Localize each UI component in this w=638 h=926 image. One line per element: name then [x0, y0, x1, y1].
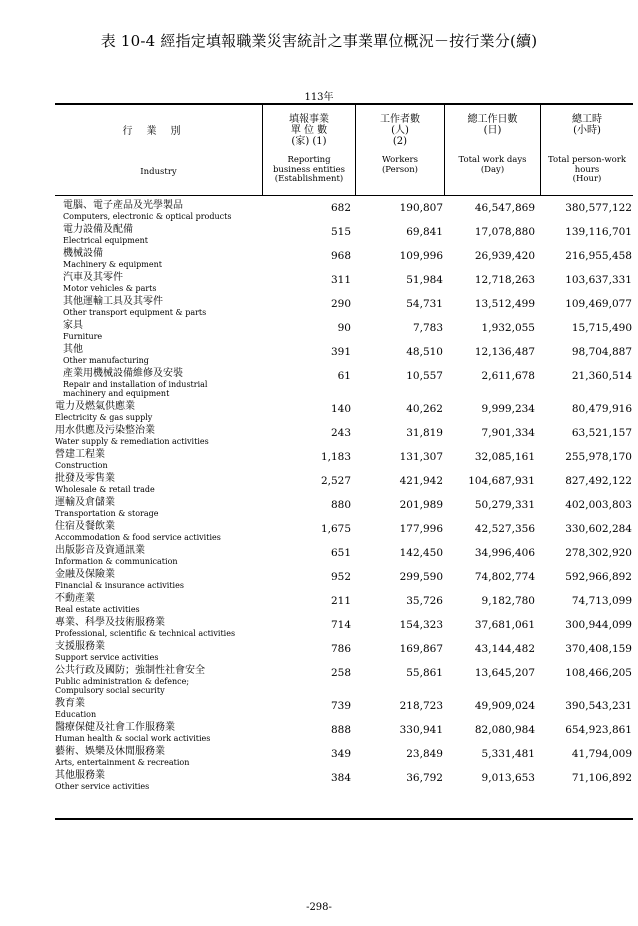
- industry-name-en: Public administration & defence;: [55, 677, 190, 686]
- industry-name-zh: 專業、科學及技術服務業: [55, 617, 165, 628]
- header-c2-en1: Workers: [382, 155, 418, 165]
- workers-cell: 177,996: [399, 523, 443, 535]
- header-c3-zh2: (日): [483, 125, 502, 136]
- establishments-cell: 952: [330, 571, 351, 583]
- workers-cell: 55,861: [406, 667, 443, 679]
- work-hours-cell: 216,955,458: [565, 250, 632, 262]
- header-c1-zh3: (家) (1): [291, 136, 327, 147]
- industry-name-zh: 家具: [63, 320, 83, 331]
- table-row: [55, 722, 633, 746]
- industry-name-en: Real estate activities: [55, 605, 140, 614]
- work-days-cell: 42,527,356: [474, 523, 535, 535]
- header-industry-en: Industry: [140, 167, 177, 177]
- establishments-cell: 786: [330, 643, 351, 655]
- work-days-cell: 13,512,499: [474, 298, 535, 310]
- workers-cell: 131,307: [399, 451, 443, 463]
- row-label: [55, 401, 280, 422]
- establishments-cell: 2,527: [320, 475, 351, 487]
- row-label: [55, 665, 280, 695]
- work-days-cell: 43,144,482: [474, 643, 535, 655]
- table-row: [55, 272, 633, 296]
- workers-cell: 190,807: [399, 202, 443, 214]
- establishments-cell: 290: [330, 298, 351, 310]
- workers-cell: 40,262: [406, 403, 443, 415]
- work-days-cell: 1,932,055: [481, 322, 535, 334]
- workers-cell: 31,819: [406, 427, 443, 439]
- industry-name-en: Arts, entertainment & recreation: [55, 758, 190, 767]
- industry-name-zh: 機械設備: [63, 248, 103, 259]
- table-row: [55, 521, 633, 545]
- table-row: [55, 617, 633, 641]
- header-c4-en1: Total person-work: [548, 155, 626, 165]
- industry-name-en: Electrical equipment: [63, 236, 148, 245]
- work-hours-cell: 592,966,892: [565, 571, 632, 583]
- work-hours-cell: 71,106,892: [571, 772, 632, 784]
- establishments-cell: 1,675: [320, 523, 351, 535]
- table-row: [55, 401, 633, 425]
- establishments-cell: 888: [330, 724, 351, 736]
- page-title: 表 10-4 經指定填報職業災害統計之事業單位概況－按行業分(續): [100, 32, 538, 50]
- industry-name-en: Support service activities: [55, 653, 159, 662]
- industry-name-en: Human health & social work activities: [55, 734, 211, 743]
- industry-name-zh: 運輸及倉儲業: [55, 497, 115, 508]
- industry-name-en: Construction: [55, 461, 108, 470]
- table-row: [55, 344, 633, 368]
- work-days-cell: 9,182,780: [481, 595, 535, 607]
- industry-name-zh: 電腦、電子產品及光學製品: [63, 200, 183, 211]
- work-days-cell: 12,136,487: [474, 346, 535, 358]
- work-days-cell: 12,718,263: [474, 274, 535, 286]
- work-hours-cell: 74,713,099: [571, 595, 632, 607]
- header-c4-zh2: (小時): [573, 125, 601, 136]
- workers-cell: 109,996: [399, 250, 443, 262]
- header-workers: [356, 104, 444, 195]
- establishments-cell: 61: [337, 370, 351, 382]
- table-row: [55, 449, 633, 473]
- workers-cell: 154,323: [399, 619, 443, 631]
- industry-name-zh: 營建工程業: [55, 449, 105, 460]
- table-row: [55, 224, 633, 248]
- establishments-cell: 384: [330, 772, 351, 784]
- industry-name-en: machinery and equipment: [63, 389, 170, 398]
- establishments-cell: 714: [330, 619, 351, 631]
- header-c4-en3: (Hour): [572, 174, 602, 184]
- row-label: [55, 320, 280, 341]
- table-row: [55, 698, 633, 722]
- row-label: [55, 200, 280, 221]
- header-industry-zh: 行業別: [122, 126, 195, 137]
- industry-name-en: Furniture: [63, 332, 103, 341]
- establishments-cell: 90: [337, 322, 351, 334]
- industry-name-zh: 金融及保險業: [55, 569, 115, 580]
- row-label: [55, 272, 280, 293]
- workers-cell: 48,510: [406, 346, 443, 358]
- industry-name-en: Compulsory social security: [55, 686, 165, 695]
- industry-name-en: Accommodation & food service activities: [55, 533, 221, 542]
- establishments-cell: 311: [330, 274, 351, 286]
- header-c3-en1: Total work days: [458, 155, 527, 165]
- row-label: [55, 248, 280, 269]
- table-row: [55, 770, 633, 794]
- industry-name-en: Motor vehicles & parts: [63, 284, 157, 293]
- work-days-cell: 7,901,334: [481, 427, 535, 439]
- header-establishments: [263, 104, 355, 195]
- workers-cell: 36,792: [406, 772, 443, 784]
- row-label: [55, 425, 280, 446]
- workers-cell: 299,590: [399, 571, 443, 583]
- work-days-cell: 13,645,207: [474, 667, 535, 679]
- work-days-cell: 46,547,869: [474, 202, 535, 214]
- work-hours-cell: 402,003,803: [565, 499, 632, 511]
- work-days-cell: 74,802,774: [474, 571, 535, 583]
- header-work-days: [445, 104, 540, 195]
- row-label: [55, 617, 280, 638]
- industry-name-zh: 住宿及餐飲業: [55, 521, 115, 532]
- header-c4-zh1: 總工時: [572, 114, 602, 125]
- industry-name-zh: 其他: [63, 344, 83, 355]
- header-c1-en3: (Establishment): [274, 174, 344, 184]
- industry-name-en: Transportation & storage: [55, 509, 159, 518]
- workers-cell: 51,984: [406, 274, 443, 286]
- row-label: [55, 545, 280, 566]
- table-row: [55, 665, 633, 698]
- header-work-hours: [541, 104, 633, 195]
- work-hours-cell: 654,923,861: [565, 724, 632, 736]
- work-hours-cell: 15,715,490: [571, 322, 632, 334]
- header-industry: [55, 104, 262, 195]
- establishments-cell: 258: [330, 667, 351, 679]
- industry-name-zh: 支援服務業: [55, 641, 105, 652]
- header-c2-en2: (Person): [381, 164, 419, 175]
- industry-name-en: Computers, electronic & optical products: [63, 212, 232, 221]
- industry-name-en: Other service activities: [55, 782, 150, 791]
- row-label: [55, 593, 280, 614]
- workers-cell: 54,731: [406, 298, 443, 310]
- industry-name-en: Electricity & gas supply: [55, 413, 153, 422]
- workers-cell: 330,941: [399, 724, 443, 736]
- table-row: [55, 569, 633, 593]
- establishments-cell: 880: [330, 499, 351, 511]
- work-hours-cell: 278,302,920: [565, 547, 632, 559]
- work-hours-cell: 380,577,122: [565, 202, 632, 214]
- industry-name-zh: 用水供應及污染整治業: [55, 425, 155, 436]
- table-body: [55, 200, 633, 794]
- table-row: [55, 296, 633, 320]
- industry-name-en: Water supply & remediation activities: [55, 437, 209, 446]
- header-c1-en1: Reporting: [287, 155, 331, 165]
- row-label: [55, 449, 280, 470]
- industry-name-en: Wholesale & retail trade: [55, 485, 155, 494]
- table-row: [55, 248, 633, 272]
- establishments-cell: 1,183: [320, 451, 351, 463]
- workers-cell: 201,989: [399, 499, 443, 511]
- industry-name-zh: 電力及燃氣供應業: [55, 401, 135, 412]
- work-hours-cell: 330,602,284: [565, 523, 632, 535]
- row-label: [55, 698, 280, 719]
- workers-cell: 218,723: [399, 700, 443, 712]
- work-days-cell: 104,687,931: [468, 475, 535, 487]
- table-row: [55, 497, 633, 521]
- workers-cell: 421,942: [399, 475, 443, 487]
- row-label: [55, 497, 280, 518]
- workers-cell: 169,867: [399, 643, 443, 655]
- table-row: [55, 746, 633, 770]
- work-hours-cell: 139,116,701: [565, 226, 632, 238]
- workers-cell: 35,726: [406, 595, 443, 607]
- industry-name-zh: 其他服務業: [55, 770, 105, 781]
- table-row: [55, 473, 633, 497]
- industry-name-en: Information & communication: [55, 557, 178, 566]
- table-row: [55, 320, 633, 344]
- work-days-cell: 82,080,984: [474, 724, 535, 736]
- header-c4-en2: hours: [574, 164, 600, 175]
- work-days-cell: 9,013,653: [481, 772, 535, 784]
- work-days-cell: 37,681,061: [474, 619, 535, 631]
- workers-cell: 7,783: [412, 322, 443, 334]
- header-c3-en2: (Day): [480, 164, 505, 175]
- industry-name-en: Financial & insurance activities: [55, 581, 184, 590]
- row-label: [55, 569, 280, 590]
- work-days-cell: 34,996,406: [474, 547, 535, 559]
- establishments-cell: 739: [330, 700, 351, 712]
- work-days-cell: 2,611,678: [481, 370, 535, 382]
- work-days-cell: 49,909,024: [474, 700, 535, 712]
- work-hours-cell: 109,469,077: [565, 298, 632, 310]
- header-bottom-rule: [55, 195, 633, 196]
- table-bottom-rule: [55, 818, 633, 820]
- work-hours-cell: 63,521,157: [571, 427, 632, 439]
- work-hours-cell: 300,944,099: [565, 619, 632, 631]
- work-hours-cell: 255,978,170: [565, 451, 632, 463]
- industry-name-en: Machinery & equipment: [63, 260, 162, 269]
- row-label: [55, 224, 280, 245]
- work-days-cell: 5,331,481: [481, 748, 535, 760]
- work-days-cell: 17,078,880: [474, 226, 535, 238]
- row-label: [55, 368, 280, 398]
- industry-name-zh: 批發及零售業: [55, 473, 115, 484]
- work-hours-cell: 390,543,231: [565, 700, 632, 712]
- establishments-cell: 515: [330, 226, 351, 238]
- industry-name-en: Other manufacturing: [63, 356, 149, 365]
- establishments-cell: 968: [330, 250, 351, 262]
- row-label: [55, 770, 280, 791]
- work-days-cell: 32,085,161: [474, 451, 535, 463]
- row-label: [55, 473, 280, 494]
- industry-name-zh: 醫療保健及社會工作服務業: [55, 722, 175, 733]
- workers-cell: 69,841: [406, 226, 443, 238]
- row-label: [55, 746, 280, 767]
- workers-cell: 10,557: [406, 370, 443, 382]
- establishments-cell: 651: [330, 547, 351, 559]
- header-c2-zh1: 工作者數: [380, 114, 420, 125]
- work-hours-cell: 370,408,159: [565, 643, 632, 655]
- table-row: [55, 200, 633, 224]
- industry-name-zh: 其他運輸工具及其零件: [63, 296, 163, 307]
- industry-name-en: Education: [55, 710, 97, 719]
- establishments-cell: 211: [330, 595, 351, 607]
- work-hours-cell: 80,479,916: [571, 403, 632, 415]
- table-row: [55, 545, 633, 569]
- header-c2-zh2: (人): [391, 125, 409, 136]
- industry-name-zh: 不動產業: [55, 593, 95, 604]
- row-label: [55, 521, 280, 542]
- establishments-cell: 243: [330, 427, 351, 439]
- industry-name-zh: 藝術、娛樂及休閒服務業: [55, 746, 165, 757]
- industry-name-zh: 汽車及其零件: [63, 272, 123, 283]
- row-label: [55, 344, 280, 365]
- industry-name-zh: 教育業: [55, 698, 85, 709]
- work-days-cell: 9,999,234: [481, 403, 535, 415]
- header-c1-zh1: 填報事業: [289, 114, 329, 125]
- industry-name-zh: 公共行政及國防；強制性社會安全: [55, 665, 205, 676]
- work-days-cell: 26,939,420: [474, 250, 535, 262]
- row-label: [55, 641, 280, 662]
- header-c1-zh2: 單 位 數: [290, 125, 328, 136]
- work-hours-cell: 108,466,205: [565, 667, 632, 679]
- header-c3-zh1: 總工作日數: [467, 114, 518, 125]
- table-row: [55, 425, 633, 449]
- establishments-cell: 140: [330, 403, 351, 415]
- header-c2-zh3: (2): [392, 136, 408, 147]
- work-hours-cell: 827,492,122: [565, 475, 632, 487]
- establishments-cell: 682: [330, 202, 351, 214]
- workers-cell: 142,450: [399, 547, 443, 559]
- establishments-cell: 391: [330, 346, 351, 358]
- establishments-cell: 349: [330, 748, 351, 760]
- industry-name-en: Professional, scientific & technical activities: [55, 629, 236, 638]
- industry-name-zh: 電力設備及配備: [63, 224, 133, 235]
- work-hours-cell: 103,637,331: [565, 274, 632, 286]
- table-row: [55, 368, 633, 401]
- work-hours-cell: 41,794,009: [571, 748, 632, 760]
- industry-name-en: Repair and installation of industrial: [63, 380, 208, 389]
- workers-cell: 23,849: [406, 748, 443, 760]
- page-number: -298-: [306, 902, 332, 913]
- header-c1-en2: business entities: [272, 164, 346, 175]
- table-row: [55, 641, 633, 665]
- table-row: [55, 593, 633, 617]
- work-hours-cell: 21,360,514: [571, 370, 632, 382]
- row-label: [55, 722, 280, 743]
- industry-name-zh: 產業用機械設備維修及安裝: [63, 368, 183, 379]
- row-label: [55, 296, 280, 317]
- year-label: 113年: [304, 92, 334, 103]
- work-days-cell: 50,279,331: [474, 499, 535, 511]
- industry-name-zh: 出版影音及資通訊業: [55, 545, 145, 556]
- work-hours-cell: 98,704,887: [571, 346, 632, 358]
- industry-name-en: Other transport equipment & parts: [63, 308, 207, 317]
